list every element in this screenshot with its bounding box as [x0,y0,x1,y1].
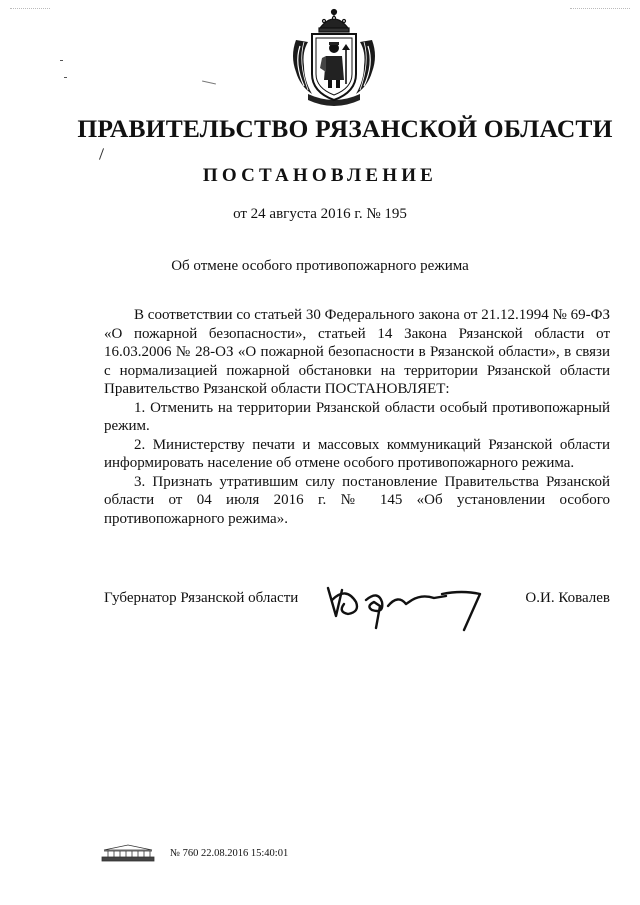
registry-number-timestamp: № 760 22.08.2016 15:40:01 [170,848,289,859]
document-body [104,306,610,528]
scan-artifact [99,148,104,160]
clause-3: 3. Признать утратившим силу постановление Правительства Рязанской области от 04 июля 2016 г. № 145 «Об установлении особого противопожарного режима». [104,473,610,527]
clause-2: 2. Министерству печати и массовых коммуникаций Рязанской области информировать население об отмене особого противопожарного режима. [104,436,610,471]
clause-1: 1. Отменить на территории Рязанской области особый противопожарный режим. [104,399,610,434]
registry-building-icon [100,844,156,862]
scan-artifact [10,8,50,12]
document-type-title: ПОСТАНОВЛЕНИЕ [202,165,438,186]
preamble-paragraph: В соответствии со статьей 30 Федерального закона от 21.12.1994 № 69-ФЗ «О пожарной безопасности», статьей 14 Закона Рязанской области от 16.03.2006 № 28-ОЗ «О пожарной безопасности в Рязанской области», в связи с нормализацией пожарной обстановки на территории Рязанской области Правительство Рязанской области ПОСТАНОВЛЯЕТ: [104,307,610,397]
scan-artifact [570,8,630,12]
scan-artifact [64,77,67,78]
signer-title: Губернатор Рязанской области [104,590,299,606]
document-date-number: от 24 августа 2016 г. № 195 [233,206,407,222]
document-subject: Об отмене особого противопожарного режима [171,258,469,274]
signature-block [104,590,610,630]
government-title: ПРАВИТЕЛЬСТВО РЯЗАНСКОЙ ОБЛАСТИ [77,114,613,143]
handwritten-signature [322,576,492,632]
scan-artifact [202,81,216,85]
scan-artifact [60,60,63,61]
signer-name: О.И. Ковалев [525,590,610,606]
coat-of-arms-emblem [286,6,382,112]
